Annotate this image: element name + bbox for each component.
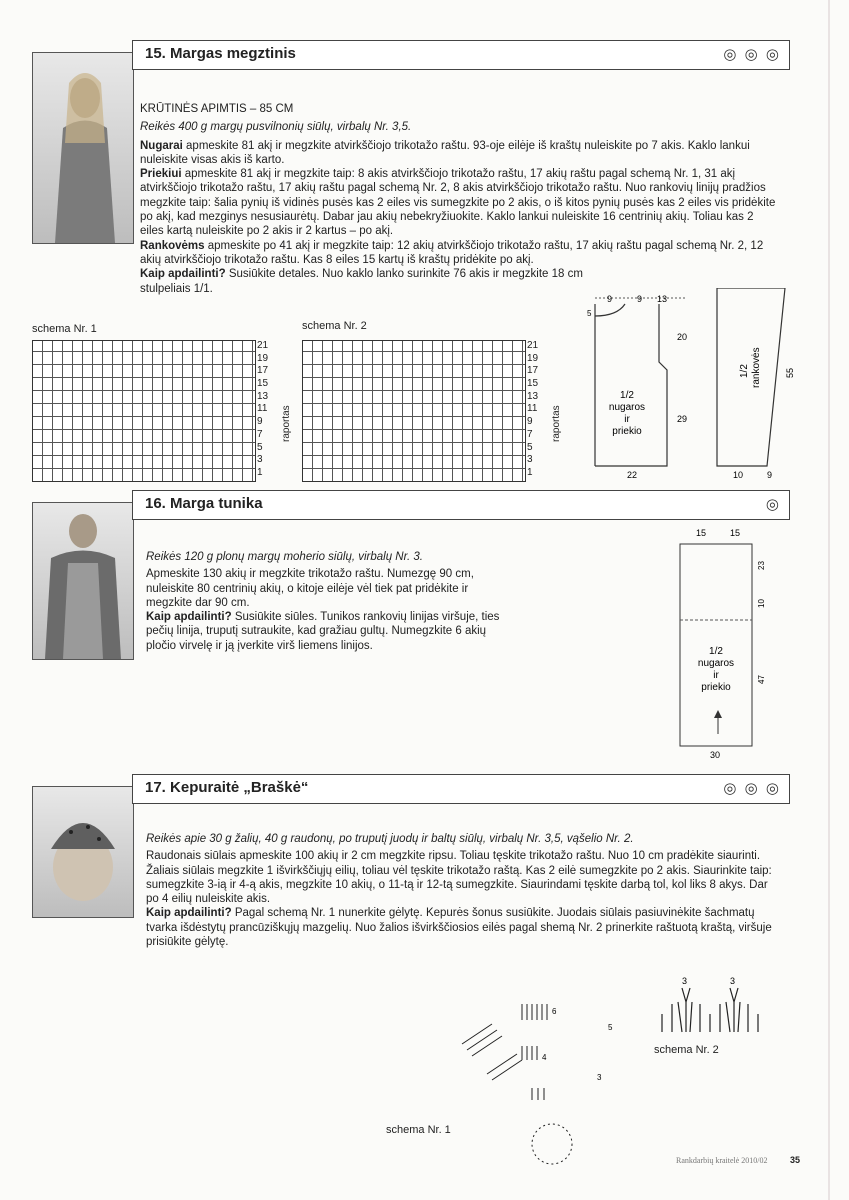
row-number: 15 — [527, 378, 539, 390]
pattern-17 — [32, 774, 790, 1164]
back-label: Nugarai — [140, 139, 183, 152]
finish-label: Kaip apdailinti? — [146, 907, 232, 920]
front-text: apmeskite 81 akį ir megzkite taip: 8 akis atvirkščiojo trikotažo raštu, 17 akių raštu pagal schemą Nr. 1, 31 akį atvirkščiojo trikotažo raštu, 17 akių raštu pagal schemą Nr. 2, 8 akis atvirkščiojo trikotažo raštu. Nuo rankovių linijų pradžios megzkite taip: šalia pynių iš vidinės pusės kas 2 eiles vis sumegzkite po 2 akis, o iš kitos pynių pusės kas 2 eiles vis pridėkite po akį, kad mezginys nesusiaurėtų. Dabar jau akių nebekryžiuokite. Kaklo lankui nuleiskite 16 centrinių akių. Toliau kas 2 eiles kartą nuleiskite po 2 akis ir 2 kartus – po akį. — [140, 168, 776, 238]
row-number: 1 — [257, 466, 263, 478]
back-label-1: 1/2 — [709, 646, 723, 657]
main-text: Apmeskite 130 akių ir megzkite trikotažo raštu. Numezgę 90 cm, nuleiskite 80 centrinių akių, o kitoje eilėje vėl tiek pat pridėkite ir megzkite dar 90 cm. — [146, 568, 474, 609]
row-number: 3 — [527, 454, 533, 466]
back-label-4: priekio — [701, 682, 731, 693]
row-number: 3 — [257, 454, 263, 466]
section-header — [132, 40, 790, 70]
tunic-pattern-diagram — [672, 524, 782, 764]
dim-top-c: 13 — [657, 294, 668, 304]
dim-top-b: 9 — [637, 294, 643, 304]
section-title: 17. Kepuraitė „Braškė“ — [145, 779, 309, 796]
instructions — [146, 832, 776, 949]
section-title: 15. Margas megztinis — [145, 45, 296, 62]
dim-h1: 23 — [757, 561, 766, 570]
back-label-3: ir — [713, 670, 719, 681]
row-number: 17 — [257, 365, 269, 377]
crochet-schema-1 — [432, 1004, 632, 1174]
back-label-1: 1/2 — [620, 390, 634, 401]
materials-line: Reikės apie 30 g žalių, 40 g raudonų, po truputį juodų ir baltų siūlų, virbalų Nr. 3,5, vąšelio Nr. 2. — [146, 833, 634, 845]
sleeve-label-2: rankovės — [751, 347, 762, 388]
section-header — [132, 490, 790, 520]
schema-2-grid — [302, 340, 526, 482]
row-number: 21 — [257, 340, 269, 351]
crochet-num-5: 3 — [682, 976, 688, 986]
row-number: 19 — [527, 352, 539, 364]
dim-h3: 47 — [757, 675, 766, 684]
materials-line: Reikės 400 g margų pusvilnonių siūlų, virbalų Nr. 3,5. — [140, 121, 412, 134]
schema-1-grid — [32, 340, 256, 482]
size-line: KRŪTINĖS APIMTIS – 85 CM — [140, 103, 294, 115]
page-edge-line — [828, 0, 830, 1200]
dim-top-2: 15 — [730, 528, 741, 538]
schema-1-row-numbers — [257, 341, 268, 481]
row-number: 19 — [257, 352, 269, 364]
magazine-footer: Rankdarbių kraitelė 2010/02 — [676, 1156, 768, 1165]
finish-label: Kaip apdailinti? — [146, 611, 232, 624]
row-number: 7 — [257, 428, 263, 440]
schema-2-row-numbers — [527, 341, 538, 481]
crochet-num-1: 6 — [552, 1007, 557, 1016]
row-number: 15 — [257, 378, 269, 390]
main-text: Raudonais siūlais apmeskite 100 akių ir 2 cm megzkite ripsu. Toliau tęskite trikotažo raštu. Nuo 10 cm pradėkite siaurinti. Žaliais siūlais megzkite 1 išvirkščiųjų eilių, toliau vėl tęskite trikotažo raštą. Kas 2 eilė sumegzkite po 2 akis. Siaurinkite taip: sumegzkite 3-ią ir 4-ą akis, megzkite 10 akių, o 11-tą ir 12-tą sumegzkite. Siaurindami tęskite darbą tol, kol liks 8 akys. Dar po 4 eilių nuleiskite akis. — [146, 850, 772, 906]
finish-text: Pagal schemą Nr. 1 nunerkite gėlytę. Kepurės šonus susiūkite. Juodais siūlais pasiuvinėkite šachmatų tvarka išdėstytų prancūziškųjų mazgelių. Nuo žalios išvirkščiosios eilės pagal shemą Nr. 2 prinerkite raštuotą kraštą, viršuje prisiūkite gėlytę. — [146, 907, 772, 949]
crochet-num-4: 3 — [597, 1073, 602, 1082]
crochet-schema-2-label: schema Nr. 2 — [654, 1044, 719, 1056]
finish-text: Susiūkite detales. Nuo kaklo lanko surinkite 76 akis ir megzkite 18 cm stulpeliais 1/1. — [140, 268, 583, 295]
sleeves-text: apmeskite po 41 akį ir megzkite taip: 12 akių atvirkščiojo trikotažo raštu, 17 akių raštu pagal schemą Nr. 2, 12 akių atvirkščiojo trikotažo raštu. Kas 8 eiles 15 kartų iš kraštų pridėkite po akį. — [140, 239, 764, 266]
row-number: 9 — [257, 416, 263, 428]
section-header — [132, 774, 790, 804]
row-number: 13 — [527, 390, 539, 402]
finish-label: Kaip apdailinti? — [140, 268, 226, 281]
difficulty-icons: ◎ — [765, 496, 781, 513]
row-number: 11 — [257, 403, 268, 415]
back-label-2: nugaros — [608, 402, 646, 413]
back-label-2: nugaros — [697, 658, 735, 669]
dim-bottom: 22 — [627, 470, 638, 480]
row-number: 13 — [257, 390, 269, 402]
model-photo — [32, 52, 134, 244]
dim-top-a: 9 — [607, 294, 613, 304]
dim-bottom: 30 — [710, 750, 721, 760]
materials-line: Reikės 120 g plonų margų moherio siūlų, virbalų Nr. 3. — [146, 551, 423, 563]
row-number: 5 — [527, 441, 533, 453]
schema-1-label: schema Nr. 1 — [32, 323, 97, 335]
dim-h1: 20 — [677, 332, 688, 342]
pattern-16 — [32, 490, 790, 770]
crochet-num-3: 4 — [542, 1053, 547, 1062]
finish-text: Susiūkite siūles. Tunikos rankovių linijas viršuje, ties pečių linija, truputį sutraukite, kad gražiau gultų. Numegzkite 6 akių pločio virvelę ir ją įverkite virš liemens linijos. — [146, 611, 500, 652]
row-number: 7 — [527, 428, 533, 440]
crochet-num-2: 5 — [608, 1023, 613, 1032]
sleeve-pattern-diagram — [707, 288, 802, 488]
difficulty-icons: ◎ ◎ ◎ — [723, 46, 781, 63]
instructions — [146, 550, 516, 653]
schema-2-label: schema Nr. 2 — [302, 320, 367, 332]
front-label: Priekiui — [140, 168, 182, 181]
child-photo — [32, 786, 134, 918]
dim-side-a: 5 — [587, 309, 592, 318]
row-number: 17 — [527, 365, 539, 377]
row-number: 5 — [257, 441, 263, 453]
pattern-15 — [32, 40, 795, 495]
crochet-schema-2 — [652, 974, 782, 1034]
sleeve-dim-h: 55 — [785, 367, 795, 378]
row-number: 9 — [527, 416, 533, 428]
sleeve-dim-b1: 10 — [733, 470, 744, 480]
back-label-3: ir — [624, 414, 630, 425]
schema-1-raportas: raportas — [281, 405, 292, 442]
section-title: 16. Marga tunika — [145, 495, 263, 512]
dim-h2: 29 — [677, 414, 688, 424]
row-number: 11 — [527, 403, 538, 415]
back-text: apmeskite 81 akį ir megzkite atvirkščiojo trikotažo raštu. 93-oje eilėje iš kraštų nuleiskite po 7 akis. Kaklo lankui nuleiskite visas akis iš karto. — [140, 139, 750, 166]
sleeves-label: Rankovėms — [140, 239, 205, 252]
crochet-num-6: 3 — [730, 976, 736, 986]
dim-top-1: 15 — [696, 528, 707, 538]
page-number: 35 — [790, 1155, 801, 1165]
schema-2-raportas: raportas — [551, 405, 562, 442]
back-front-pattern-diagram — [587, 292, 697, 492]
row-number: 1 — [527, 466, 533, 478]
sleeve-dim-b2: 9 — [767, 470, 773, 480]
model-photo — [32, 502, 134, 660]
crochet-schema-1-label: schema Nr. 1 — [386, 1124, 451, 1136]
sleeve-label-1: 1/2 — [739, 364, 750, 378]
back-label-4: priekio — [612, 426, 642, 437]
instructions — [140, 102, 780, 296]
row-number: 21 — [527, 340, 539, 351]
difficulty-icons: ◎ ◎ ◎ — [723, 780, 781, 797]
dim-h2: 10 — [757, 599, 766, 608]
